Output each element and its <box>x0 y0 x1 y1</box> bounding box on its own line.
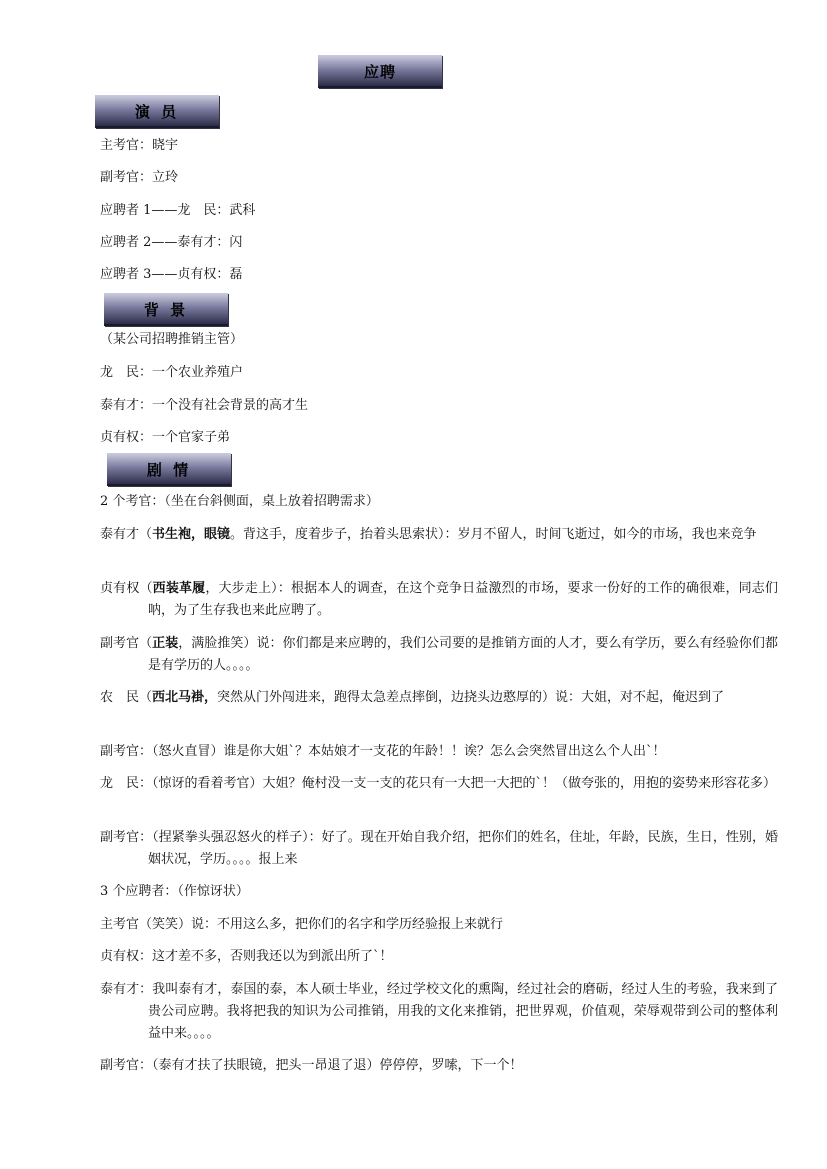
plot-line: 贞有权：这才差不多，否则我还以为到派出所了`！ <box>100 949 393 964</box>
plot-paragraph: 农 民（西北马褂，突然从门外闯进来，跑得太急差点摔倒，边挠头边憨厚的）说：大姐，对不起，俺迟到了 <box>100 690 725 705</box>
plot-line: 2 个考官：（坐在台斜侧面，桌上放着招聘需求） <box>100 494 379 509</box>
cast-line: 应聘者 2——泰有才：闪 <box>100 235 243 250</box>
background-line: 泰有才：一个没有社会背景的高才生 <box>100 398 309 413</box>
section-header-plot <box>107 453 231 486</box>
background-line: （某公司招聘推销主管） <box>100 332 244 347</box>
cast-line: 应聘者 3——贞有权：磊 <box>100 267 243 282</box>
section-header-cast-text: 演 员 <box>134 102 180 121</box>
section-header-background <box>104 293 228 326</box>
document-title-text: 应聘 <box>363 62 396 81</box>
document-title <box>318 55 442 88</box>
plot-paragraph: 泰有才（书生袍，眼镜。背这手，度着步子，抬着头思索状）：岁月不留人，时间飞逝过，如今的市场，我也来竞争 <box>100 527 757 542</box>
cast-line: 主考官：晓宇 <box>100 138 179 153</box>
costume-note: 西北马褂， <box>152 690 218 705</box>
costume-note: 书生袍，眼镜 <box>152 527 231 542</box>
section-header-background-text: 背 景 <box>143 300 189 319</box>
costume-note: 正装 <box>152 636 179 651</box>
plot-paragraph: 贞有权（西装革履，大步走上）：根据本人的调查，在这个竞争日益激烈的市场，要求一份好的工作的确很难，同志们呐，为了生存我也来此应聘了。 <box>100 581 778 618</box>
background-line: 龙 民：一个农业养殖户 <box>100 365 244 380</box>
cast-line: 副考官：立玲 <box>100 170 179 185</box>
plot-paragraph: 副考官（正装，满脸推笑）说：你们都是来应聘的，我们公司要的是推销方面的人才，要么有学历，要么有经验你们都是有学历的人。。。。 <box>100 636 778 673</box>
plot-paragraph: 龙 民：（惊讶的看着考官）大姐？俺村没一支一支的花只有一大把一大把的`！（做夸张的，用抱的姿势来形容花多） <box>100 776 777 791</box>
section-header-cast <box>95 95 219 128</box>
plot-paragraph: 泰有才：我叫泰有才，泰国的泰，本人硕士毕业，经过学校文化的熏陶，经过社会的磨砺，经过人生的考验，我来到了贵公司应聘。我将把我的知识为公司推销，用我的文化来推销，把世界观，价值观，荣辱观带到公司的整体利益中来。。。。 <box>100 982 778 1041</box>
plot-paragraph: 副考官：（捏紧拳头强忍怒火的样子）：好了。现在开始自我介绍，把你们的姓名，住址，年龄，民族，生日，性别，婚姻状况，学历。。。。报上来 <box>100 830 778 867</box>
plot-paragraph: 副考官：（泰有才扶了扶眼镜，把头一昂退了退）停停停，罗嗦，下一个！ <box>100 1058 523 1073</box>
costume-note: 西装革履 <box>152 581 206 596</box>
plot-paragraph: 副考官：（怒火直冒）谁是你大姐`？本姑娘才一支花的年龄！！诶？怎么会突然冒出这么个人出`！ <box>100 744 666 759</box>
cast-line: 应聘者 1——龙 民：武科 <box>100 203 256 218</box>
background-line: 贞有权：一个官家子弟 <box>100 430 231 445</box>
plot-line: 主考官（笑笑）说：不用这么多，把你们的名字和学历经验报上来就行 <box>100 917 504 932</box>
plot-line: 3 个应聘者：（作惊讶状） <box>100 884 249 899</box>
section-header-plot-text: 剧 情 <box>146 460 192 479</box>
